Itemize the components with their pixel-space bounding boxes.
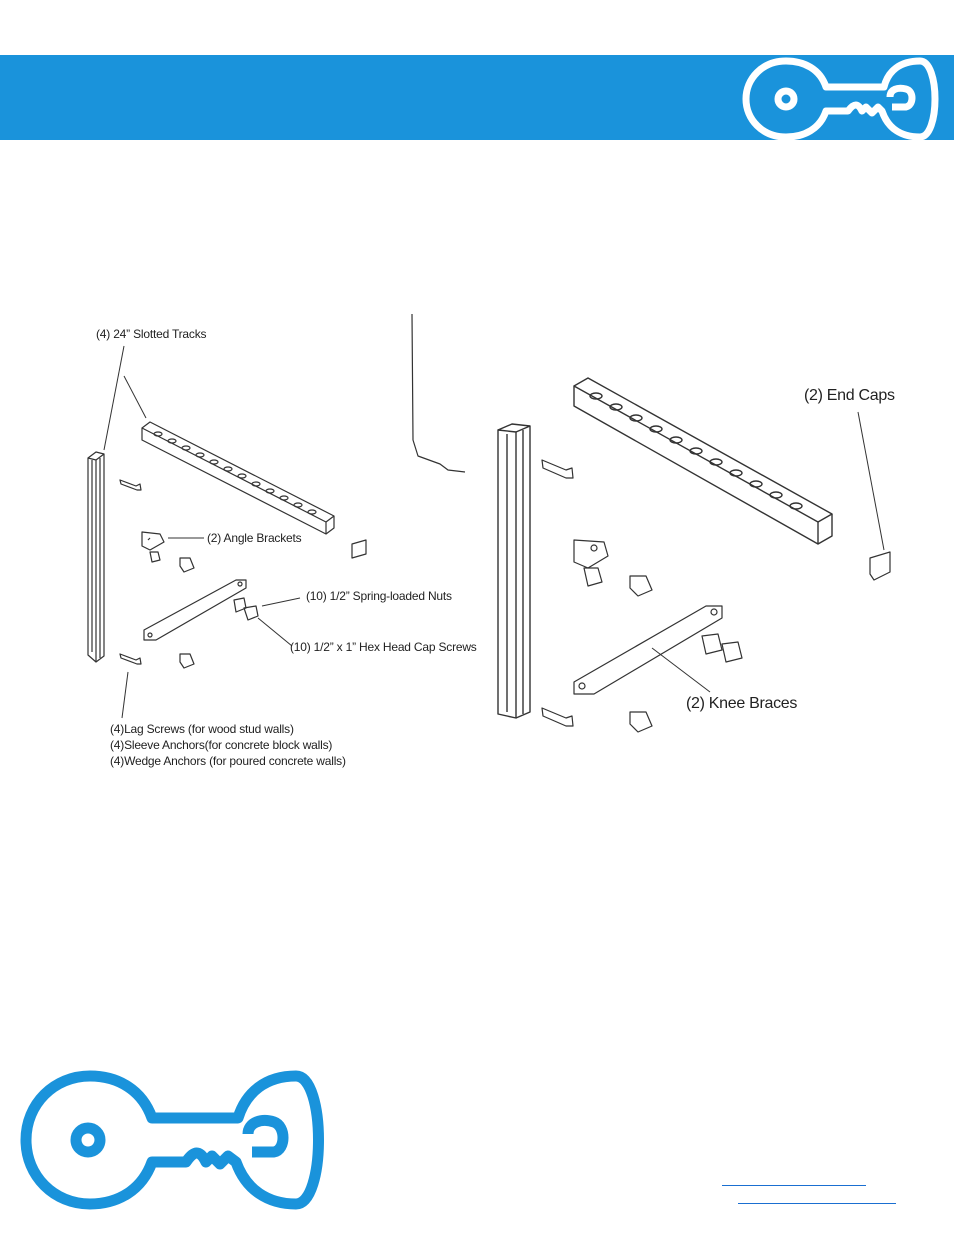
right-leaders	[652, 412, 884, 692]
torn-edge	[412, 314, 465, 472]
left-nut-1	[150, 552, 160, 562]
left-knee-brace	[144, 580, 246, 640]
label-angle-brackets: (2) Angle Brackets	[207, 531, 302, 545]
right-lag-screw-top	[542, 460, 573, 478]
label-slotted-tracks: (4) 24” Slotted Tracks	[96, 327, 207, 341]
left-lag-screw-top	[120, 480, 141, 490]
right-angle-bracket	[574, 540, 608, 568]
left-vertical-track	[88, 452, 104, 662]
left-horizontal-track	[142, 422, 334, 534]
left-nut-2	[180, 558, 194, 572]
left-end-cap	[352, 540, 366, 558]
right-nut-3	[630, 712, 652, 732]
right-vertical-track	[498, 424, 530, 718]
right-nut-2	[630, 576, 652, 596]
right-lag-screw-bottom	[542, 708, 573, 726]
label-sleeve-anchors: (4)Sleeve Anchors(for concrete block walls)	[110, 738, 333, 752]
footer-link-2-underline[interactable]	[738, 1203, 896, 1204]
parts-diagram	[0, 300, 954, 790]
label-lag-screws: (4)Lag Screws (for wood stud walls)	[110, 722, 294, 736]
left-angle-bracket	[142, 532, 164, 550]
right-horizontal-track	[574, 378, 832, 544]
header-logo-icon	[742, 57, 944, 141]
right-spring-nut-1	[702, 634, 722, 654]
label-wedge-anchors: (4)Wedge Anchors (for poured concrete walls)	[110, 754, 346, 768]
label-knee-braces: (2) Knee Braces	[686, 695, 798, 712]
left-spring-nut-2	[244, 606, 258, 620]
left-lag-screw-bottom	[120, 654, 141, 664]
right-spring-nut-2	[722, 642, 742, 662]
label-end-caps: (2) End Caps	[804, 387, 895, 404]
label-spring-nuts: (10) 1/2” Spring-loaded Nuts	[306, 589, 452, 603]
right-end-cap	[870, 552, 890, 580]
left-nut-3	[180, 654, 194, 668]
footer-logo-icon	[20, 1070, 336, 1210]
right-nut-1	[584, 568, 602, 586]
right-knee-brace	[574, 606, 722, 694]
label-hex-screws: (10) 1/2” x 1” Hex Head Cap Screws	[290, 640, 477, 654]
footer-link-1-underline[interactable]	[722, 1185, 866, 1186]
